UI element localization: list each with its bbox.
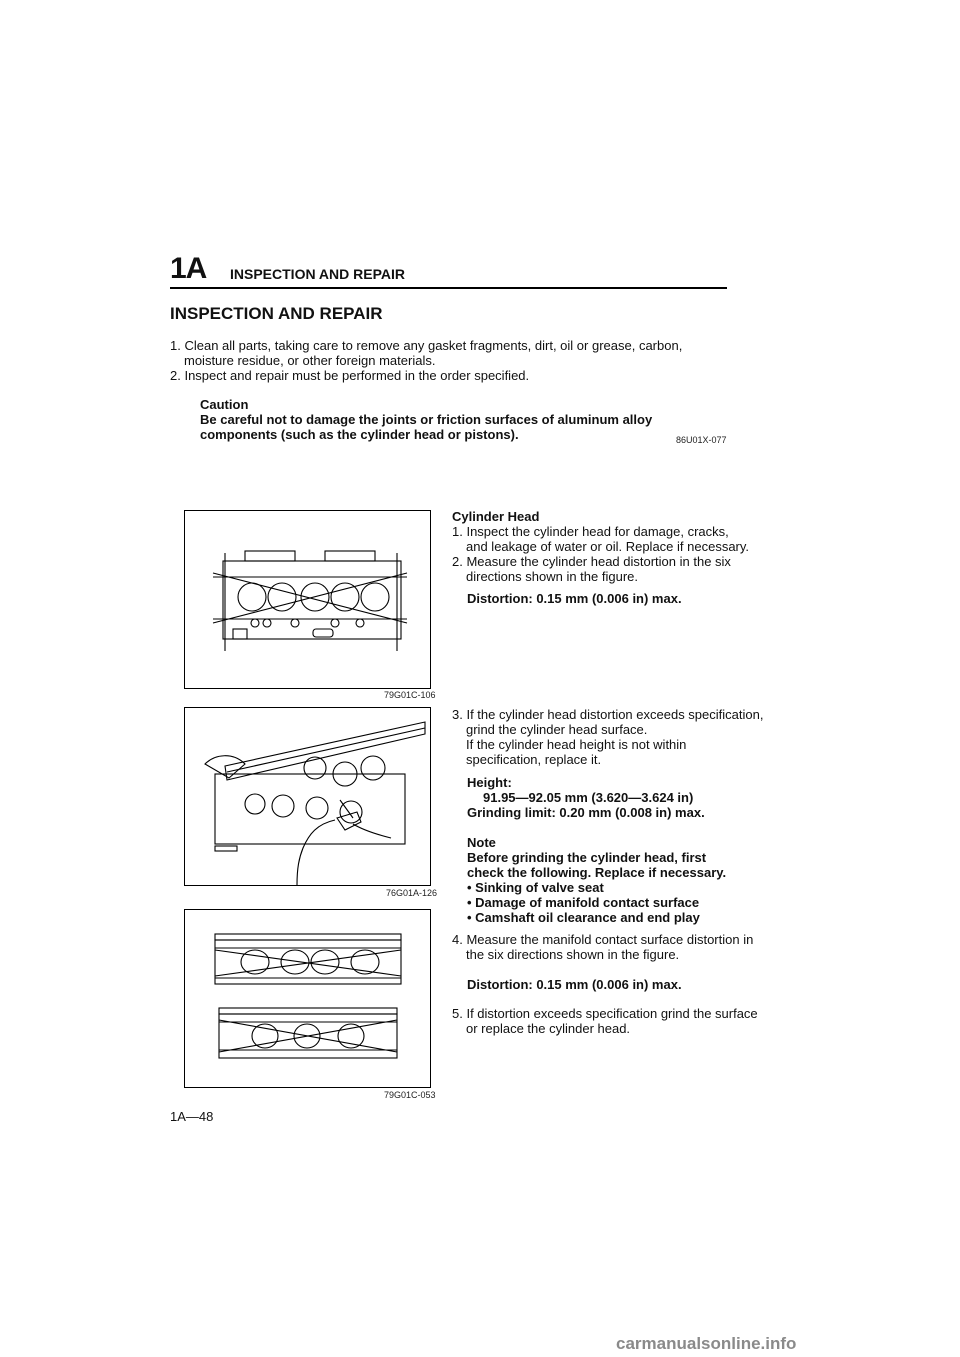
figure-head-distortion [184,510,431,689]
note-item: • Camshaft oil clearance and end play [467,910,735,925]
page-number: 1A—48 [170,1109,214,1124]
cylinder-head-heading: Cylinder Head [452,509,540,524]
cylinder-head-drawing [185,511,430,688]
manifold-distortion-spec: Distortion: 0.15 mm (0.006 in) max. [467,977,682,992]
note-item: • Sinking of valve seat [467,880,735,895]
step-1: 1. Inspect the cylinder head for damage, cracks, and leakage of water or oil. Replace if necessary. [452,524,750,554]
grinding-limit: Grinding limit: 0.20 mm (0.008 in) max. [467,805,705,820]
header-title: INSPECTION AND REPAIR [230,266,406,282]
step-3: 3. If the cylinder head distortion exceeds specification, grind the cylinder head surface. [452,707,764,737]
height-label: Height: [467,775,512,790]
note-title: Note [467,835,496,850]
figure-code: 79G01C-106 [384,690,436,700]
distortion-spec: Distortion: 0.15 mm (0.006 in) max. [467,591,682,606]
note-item: • Damage of manifold contact surface [467,895,735,910]
manifold-surface-drawing [185,910,430,1087]
intro-steps [170,338,730,383]
figure-code: 76G01A-126 [386,888,438,898]
watermark: carmanualsonline.info [616,1334,797,1353]
caution-block [200,397,730,442]
step-2: 2. Measure the cylinder head distortion in the six directions shown in the figure. [452,554,731,584]
height-value: 91.95—92.05 mm (3.620—3.624 in) [483,790,694,805]
cylinder-head-steps [452,524,752,584]
height-spec [467,775,767,820]
intro-step: 1. Clean all parts, taking care to remove any gasket fragments, dirt, oil or grease, carbon, moisture residue, or other foreign materials. [170,338,683,368]
step-4: 4. Measure the manifold contact surface distortion in the six directions shown in the figure. [452,932,754,962]
figure-manifold-surface [184,909,431,1088]
step-3-replace: If the cylinder head height is not within specification, replace it. [466,737,687,767]
note-text: Before grinding the cylinder head, first check the following. Replace if necessary. [467,850,727,880]
note-block [467,835,735,925]
figure-code: 79G01C-053 [384,1090,436,1100]
figure-straightedge [184,707,431,886]
header-rule [170,287,727,289]
section-number: 1A [170,252,207,285]
step-5: 5. If distortion exceeds specification grind the surface or replace the cylinder head. [452,1006,758,1036]
intro-step: 2. Inspect and repair must be performed in the order specified. [170,368,530,383]
straightedge-drawing [185,708,430,885]
caution-title: Caution [200,397,249,412]
caution-text: Be careful not to damage the joints or friction surfaces of aluminum alloy components (such as the cylinder head or pistons). [200,412,653,442]
section-title: INSPECTION AND REPAIR [170,304,383,323]
intro-code: 86U01X-077 [676,435,727,445]
